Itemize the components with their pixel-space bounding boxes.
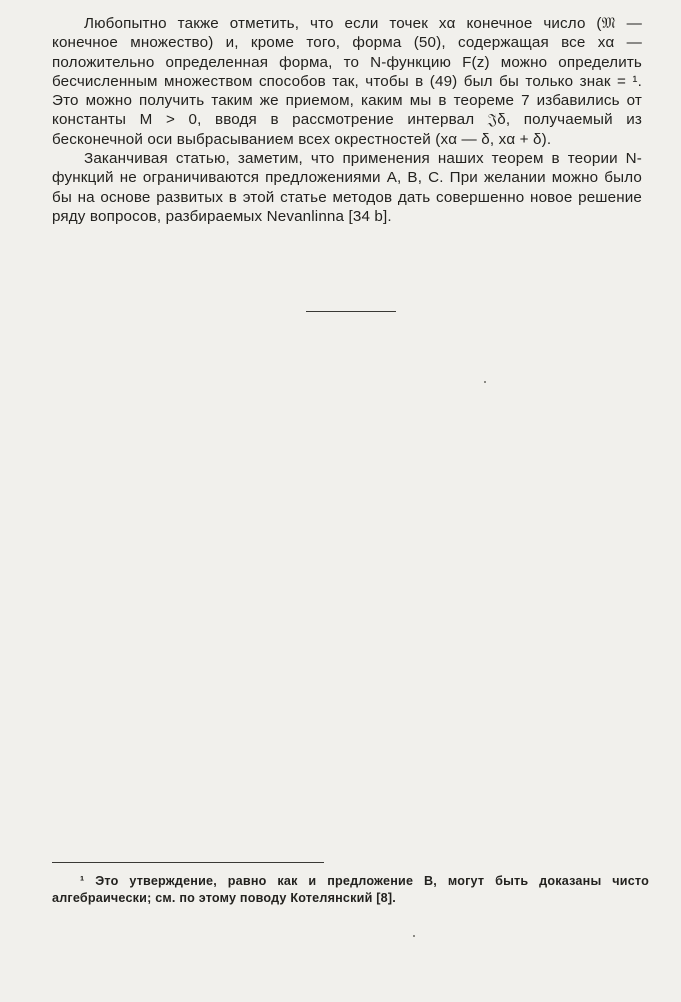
footnote [52, 873, 649, 907]
paragraph-2: Заканчивая статью, заметим, что применения наших теорем в теории N-функций не ограничиваются предложениями A, B, C. При желании можно было бы на основе развитых в этой статье методов дать совершенно новое решение ряду вопросов, разбираемых Nevanlinna [34 b]. [52, 150, 642, 225]
print-speck [484, 381, 486, 383]
footnote-text: ¹ Это утверждение, равно как и предложение B, могут быть доказаны чисто алгебраически; см. по этому поводу Котелянский [8]. [52, 874, 649, 905]
paragraph-1: Любопытно также отметить, что если точек xα конечное число (𝔐 — конечное множество) и, кроме того, форма (50), содержащая все xα — положительно определенная форма, то N-функцию F(z) можно определить бесчисленным множеством способов так, чтобы в (49) был бы только знак = ¹. Это можно получить таким же приемом, каким мы в теореме 7 избавились от константы M > 0, вводя в рассмотрение интервал 𝔍δ, получаемый из бесконечной оси выбрасыванием всех окрестностей (xα — δ, xα + δ). [52, 15, 642, 148]
footnote-rule [52, 862, 324, 863]
print-speck [413, 935, 415, 937]
end-of-article-rule [306, 311, 396, 312]
main-text [52, 14, 642, 226]
